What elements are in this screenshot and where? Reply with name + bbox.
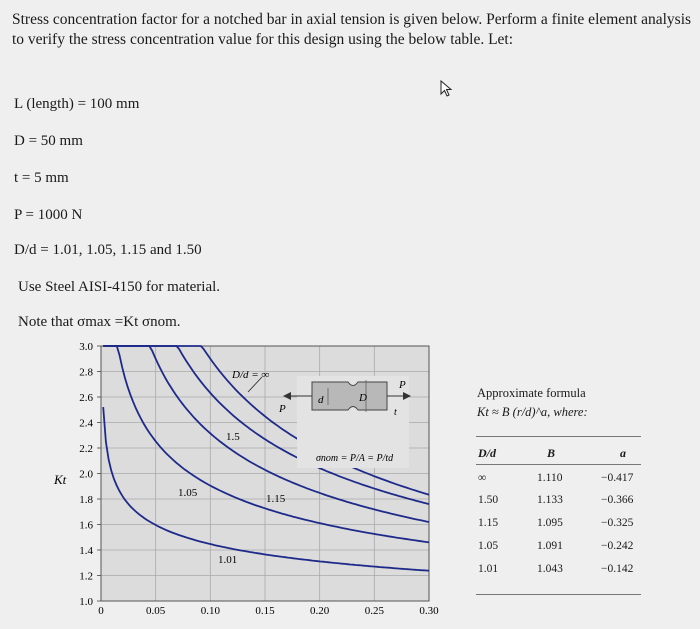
y-axis-label: Kt [54, 472, 67, 487]
problem-statement: Stress concentration factor for a notched bar in axial tension is given below. Perform a finite element analysis to verify the stress concentration value for this design using the below table. Let: [12, 11, 692, 48]
y-tick-label: 2.0 [79, 468, 93, 481]
cursor-icon [440, 80, 454, 98]
x-tick-label: 0 [98, 605, 104, 617]
x-tick-label: 0.30 [419, 605, 439, 617]
curve-label: 1.5 [226, 431, 240, 443]
y-tick-label: 1.4 [79, 545, 93, 557]
table-row-3-a: −0.325 [601, 517, 634, 529]
y-tick-label: 2.2 [79, 443, 93, 455]
table-row-4-ratio: 1.05 [478, 540, 499, 552]
y-tick-label: 1.2 [79, 570, 93, 583]
curve-label: D/d = ∞ [232, 369, 270, 381]
y-tick-label: 1.8 [79, 494, 93, 506]
table-header-ratio: D/d [478, 446, 496, 460]
table-header-rule [476, 464, 641, 465]
formula-expression: Kt ≈ B (r/d)^a, where: [477, 405, 588, 419]
kt-chart [0, 330, 700, 629]
inset-label-d: d [318, 394, 324, 406]
y-tick-label: 1.6 [79, 519, 93, 532]
table-row-4-a: −0.242 [601, 540, 634, 552]
inset-formula: σnom = P/A = P/td [316, 453, 394, 464]
table-row-5-B: 1.043 [537, 563, 563, 575]
y-tick-label: 2.4 [79, 417, 93, 430]
table-row-1-ratio: ∞ [478, 472, 487, 484]
table-row-2-ratio: 1.50 [478, 494, 499, 506]
x-tick-label: 0.15 [255, 605, 275, 617]
y-tick-label: 2.6 [79, 392, 93, 404]
table-row-5-a: −0.142 [601, 563, 634, 575]
table-row-3-B: 1.095 [537, 517, 563, 529]
table-row-3-ratio: 1.15 [478, 517, 499, 529]
y-tick-label: 2.8 [79, 366, 93, 379]
table-row-1-B: 1.110 [537, 472, 563, 484]
table-header-a: a [620, 446, 626, 460]
table-row-4-B: 1.091 [537, 540, 563, 552]
param-note: Note that σmax =Kt σnom. [18, 314, 181, 330]
table-row-2-a: −0.366 [601, 494, 634, 506]
inset-label-t: t [394, 407, 397, 418]
curve-label: 1.05 [178, 487, 198, 499]
table-header-B: B [547, 446, 556, 460]
param-P: P = 1000 N [14, 207, 83, 223]
table-bottom-rule [476, 594, 641, 595]
table-row-5-ratio: 1.01 [478, 563, 499, 575]
formula-title: Approximate formula [477, 386, 586, 400]
table-row-2-B: 1.133 [537, 494, 563, 506]
x-tick-label: 0.10 [200, 605, 220, 617]
table-row-1-a: −0.417 [601, 472, 634, 484]
param-t: t = 5 mm [14, 170, 69, 186]
x-tick-label: 0.20 [310, 605, 330, 617]
inset-label-P-left: P [279, 403, 286, 415]
curve-label: 1.01 [218, 554, 238, 566]
param-ratio: D/d = 1.01, 1.05, 1.15 and 1.50 [14, 242, 202, 258]
inset-label-D: D [359, 392, 367, 404]
param-material: Use Steel AISI-4150 for material. [18, 279, 221, 295]
y-tick-label: 1.0 [79, 596, 93, 608]
y-tick-label: 3.0 [79, 341, 93, 353]
param-D: D = 50 mm [14, 133, 83, 149]
inset-label-P-right: P [399, 379, 406, 391]
x-tick-label: 0.05 [146, 605, 166, 617]
curve-label: 1.15 [266, 493, 286, 505]
param-length: L (length) = 100 mm [14, 96, 140, 112]
x-tick-label: 0.25 [364, 605, 384, 617]
table-top-rule [476, 436, 641, 437]
